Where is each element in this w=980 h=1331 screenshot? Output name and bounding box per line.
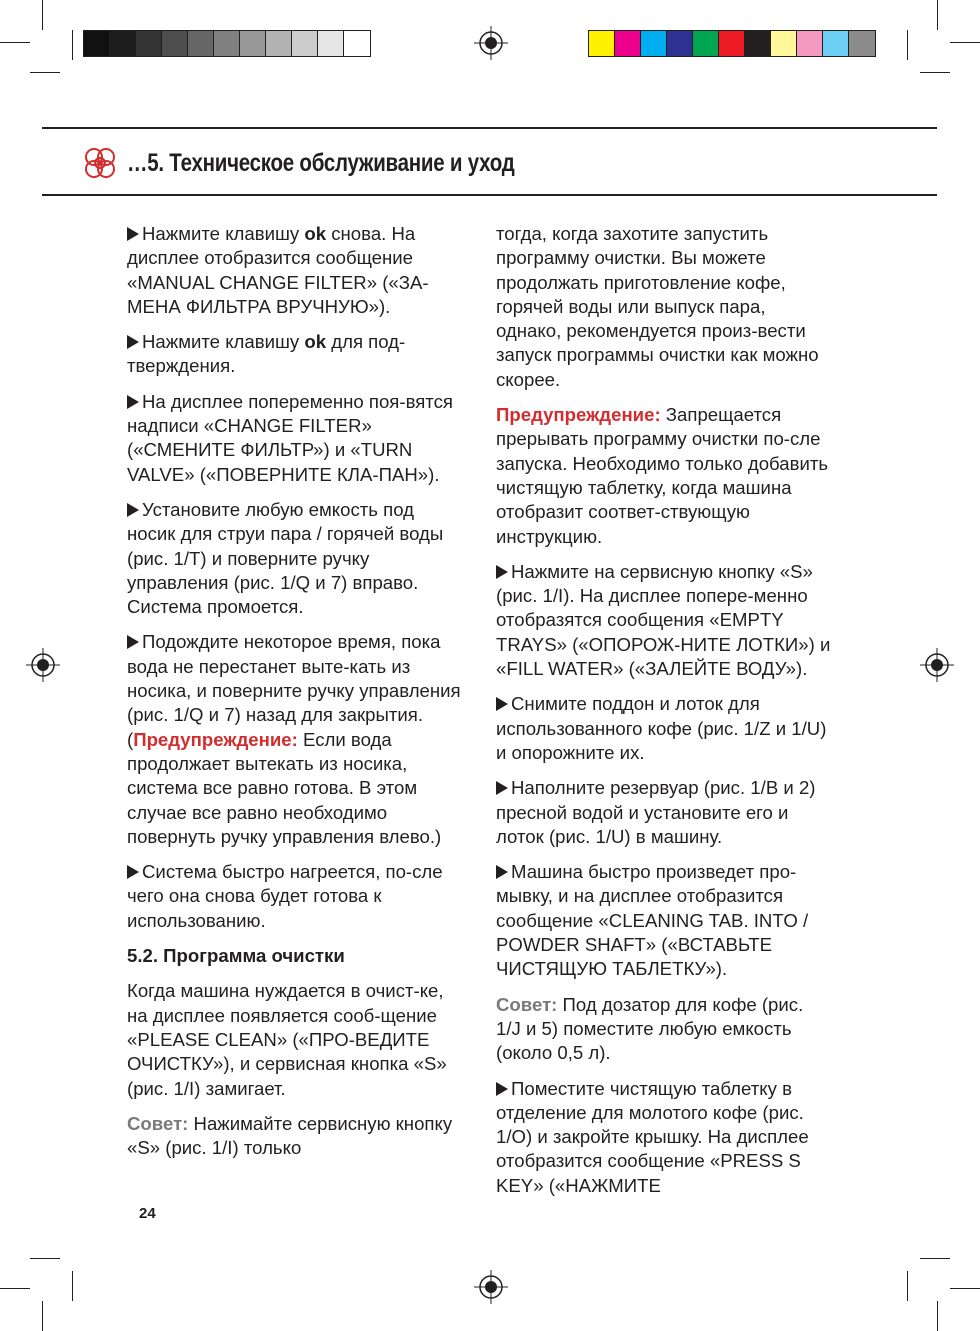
arrow-bullet-icon <box>127 635 139 649</box>
instruction-step: Нажмите клавишу ok для под-тверждения. <box>127 331 406 377</box>
warning-paragraph: Предупреждение: Запрещается прерывать программу очистки по-сле запуска. Необходимо только добавить чистящую таблетку, когда машина отобразит соответ-ствующую инструкцию. <box>496 404 829 547</box>
registration-mark-right <box>920 648 954 682</box>
color-swatch <box>641 31 667 56</box>
color-swatch <box>136 31 162 56</box>
color-swatch <box>823 31 849 56</box>
paragraph: тогда, когда захотите запустить программу очистки. Вы можете продолжать приготовление кофе, горячей воды или выпуск пара, однако, рекомендуется произ-вести запуск программы очистки как можно скорее. <box>496 223 819 390</box>
arrow-bullet-icon <box>127 335 139 349</box>
left-column <box>127 222 462 1171</box>
warning-label: Предупреждение: <box>133 728 298 750</box>
color-swatch <box>188 31 214 56</box>
color-swatch <box>615 31 641 56</box>
right-column <box>496 222 831 1209</box>
arrow-bullet-icon <box>127 227 139 241</box>
color-swatch <box>162 31 188 56</box>
registration-mark-left <box>26 648 60 682</box>
subsection-heading: 5.2. Программа очистки <box>127 945 345 967</box>
tip-paragraph: Совет: Нажимайте сервисную кнопку «S» (рис. 1/I) только <box>127 1112 453 1159</box>
page-number: 24 <box>139 1205 156 1222</box>
instruction-step: Нажмите на сервисную кнопку «S» (рис. 1/I). На дисплее попере-менно отобразятся сообщения «EMPTY TRAYS» («ОПОРОЖ-НИТЕ ЛОТКИ») и «FILL WATER» («ЗАЛЕЙТЕ ВОДУ»). <box>496 560 831 680</box>
registration-mark-bottom <box>474 1270 508 1304</box>
instruction-step: На дисплее попеременно поя-вятся надписи «CHANGE FILTER» («СМЕНИТЕ ФИЛЬТР») и «TURN VALVE» («ПОВЕРНИТЕ КЛА-ПАН»). <box>127 390 453 485</box>
color-swatch <box>771 31 797 56</box>
instruction-step: Установите любую емкость под носик для струи пара / горячей воды (рис. 1/T) и поверните ручку управления (рис. 1/Q и 7) вправо. Система промоется. <box>127 498 444 618</box>
section-title: …5. Техническое обслуживание и уход <box>127 149 515 177</box>
arrow-bullet-icon <box>496 781 508 795</box>
arrow-bullet-icon <box>127 395 139 409</box>
paragraph: Когда машина нуждается в очист-ке, на дисплее появляется сооб-щение «PLEASE CLEAN» («ПРО-ВЕДИТЕ ОЧИСТКУ»), и сервисная кнопка «S» (рис. 1/I) замигает. <box>127 980 447 1099</box>
color-swatch <box>240 31 266 56</box>
brand-swirl-icon <box>82 145 118 181</box>
color-swatch <box>344 31 370 56</box>
arrow-bullet-icon <box>496 1082 508 1096</box>
color-swatch <box>110 31 136 56</box>
instruction-step: Машина быстро произведет про-мывку, и на дисплее отобразится сообщение «CLEANING TAB. INTO / POWDER SHAFT» («ВСТАВЬТЕ ЧИСТЯЩУЮ ТАБЛЕТКУ»). <box>496 861 809 980</box>
color-swatch <box>667 31 693 56</box>
warning-label: Предупреждение: <box>496 404 661 426</box>
tip-label: Совет: <box>496 993 558 1015</box>
gray-calibration-strip <box>83 30 371 57</box>
header-top-rule <box>42 127 937 129</box>
color-swatch <box>214 31 240 56</box>
color-swatch <box>693 31 719 56</box>
header-bottom-rule <box>42 194 937 196</box>
instruction-step: Нажмите клавишу ok снова. На дисплее отобразится сообщение «MANUAL CHANGE FILTER» («ЗА-МЕНА ФИЛЬТРА ВРУЧНУЮ»). <box>127 223 429 317</box>
instruction-step: Наполните резервуар (рис. 1/B и 2) пресной водой и установите его и лоток (рис. 1/U) в машину. <box>496 777 816 847</box>
instruction-step: Снимите поддон и лоток для использованного кофе (рис. 1/Z и 1/U) и опорожните их. <box>496 693 827 763</box>
ok-key-label: ok <box>304 223 327 244</box>
registration-mark-top <box>474 26 508 60</box>
arrow-bullet-icon <box>127 865 139 879</box>
arrow-bullet-icon <box>127 503 139 517</box>
color-swatch <box>318 31 344 56</box>
instruction-step: Система быстро нагреется, по-сле чего она снова будет готова к использованию. <box>127 861 443 931</box>
tip-label: Совет: <box>127 1112 189 1134</box>
color-swatch <box>797 31 823 56</box>
ok-key-label: ok <box>304 331 327 353</box>
arrow-bullet-icon <box>496 697 508 711</box>
color-swatch <box>745 31 771 56</box>
color-swatch <box>84 31 110 56</box>
arrow-bullet-icon <box>496 865 508 879</box>
color-calibration-strip <box>588 30 876 57</box>
color-swatch <box>292 31 318 56</box>
color-swatch <box>589 31 615 56</box>
arrow-bullet-icon <box>496 565 508 579</box>
instruction-step: Подождите некоторое время, пока вода не перестанет выте-кать из носика, и поверните ручку управления (рис. 1/Q и 7) назад для закрытия. (Предупреждение: Если вода продолжает вытекать из носика, система все равно готова. В этом случае все равно необходимо повернуть ручку управления влево.) <box>127 631 461 847</box>
color-swatch <box>266 31 292 56</box>
color-swatch <box>849 31 875 56</box>
instruction-step: Поместите чистящую таблетку в отделение для молотого кофе (рис. 1/O) и закройте крышку. На дисплее отобразится сообщение «PRESS S KEY» («НАЖМИТЕ <box>496 1077 809 1196</box>
tip-paragraph: Совет: Под дозатор для кофе (рис. 1/J и 5) поместите любую емкость (около 0,5 л). <box>496 993 804 1064</box>
color-swatch <box>719 31 745 56</box>
